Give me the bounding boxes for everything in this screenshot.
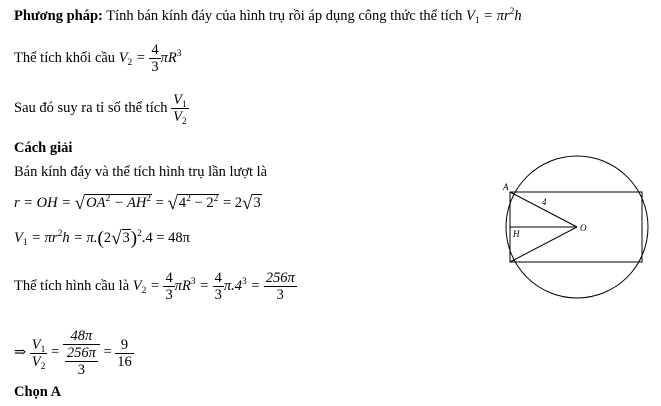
- sphere-volume-formula: $V_2$ = $\frac{4}{3}$ $\pi R^3$: [118, 42, 182, 75]
- result-equation: $\frac{V_1}{V_2}$ = 48π 256π 3 = $\frac{9}{16}$: [31, 328, 132, 378]
- label-O: O: [580, 223, 587, 233]
- sphere-formula-line: [14, 42, 181, 75]
- radius-intro: Bán kính đáy và thể tích hình trụ lần lượt là: [14, 164, 268, 180]
- result-line: [14, 328, 134, 378]
- implies-arrow: ⇒: [14, 344, 30, 361]
- segment-O-bottom: [510, 227, 577, 262]
- method-line: [14, 7, 522, 25]
- answer-choice: Chọn A: [14, 384, 62, 400]
- sphere-volume-text: Thể tích hình cầu là: [14, 277, 133, 294]
- solution-heading: Cách giải: [14, 140, 73, 156]
- label-A: A: [503, 182, 509, 192]
- sphere-volume-equation: $V_2$ = $\frac{4}{3}$ $\pi R^3$ = $\frac{4}{3}$ $\pi.4^3$ = $\frac{256\pi}{3}$: [132, 270, 295, 303]
- label-4: 4: [542, 197, 547, 207]
- ratio-line: [14, 92, 189, 125]
- radius-equation: r = OH = $√OA^2 - AH^2 = √4^2 - 2^2 = 2√3$: [14, 193, 261, 214]
- sphere-cylinder-figure: [495, 145, 655, 305]
- ratio-text: Sau đó suy ra tỉ số thể tích: [14, 99, 172, 116]
- fraction-four-thirds: $\frac{4}{3}$: [151, 42, 159, 75]
- method-label: Phương pháp:: [14, 8, 103, 24]
- sphere-formula-text: Thể tích khối cầu: [14, 49, 119, 66]
- ratio-fraction: $\frac{V_1}{V_2}$: [173, 92, 187, 127]
- sphere-volume-line: [14, 270, 297, 303]
- label-H: H: [513, 229, 520, 239]
- method-text: Tính bán kính đáy của hình trụ rồi áp dụng công thức thể tích: [102, 8, 467, 24]
- cylinder-volume-equation: $V_1 = \pi r^2h = \pi.(2√3)^2.4 = 48\pi$: [14, 228, 190, 249]
- cylinder-volume-formula: $V_1 = \pi r^2h$: [466, 7, 522, 26]
